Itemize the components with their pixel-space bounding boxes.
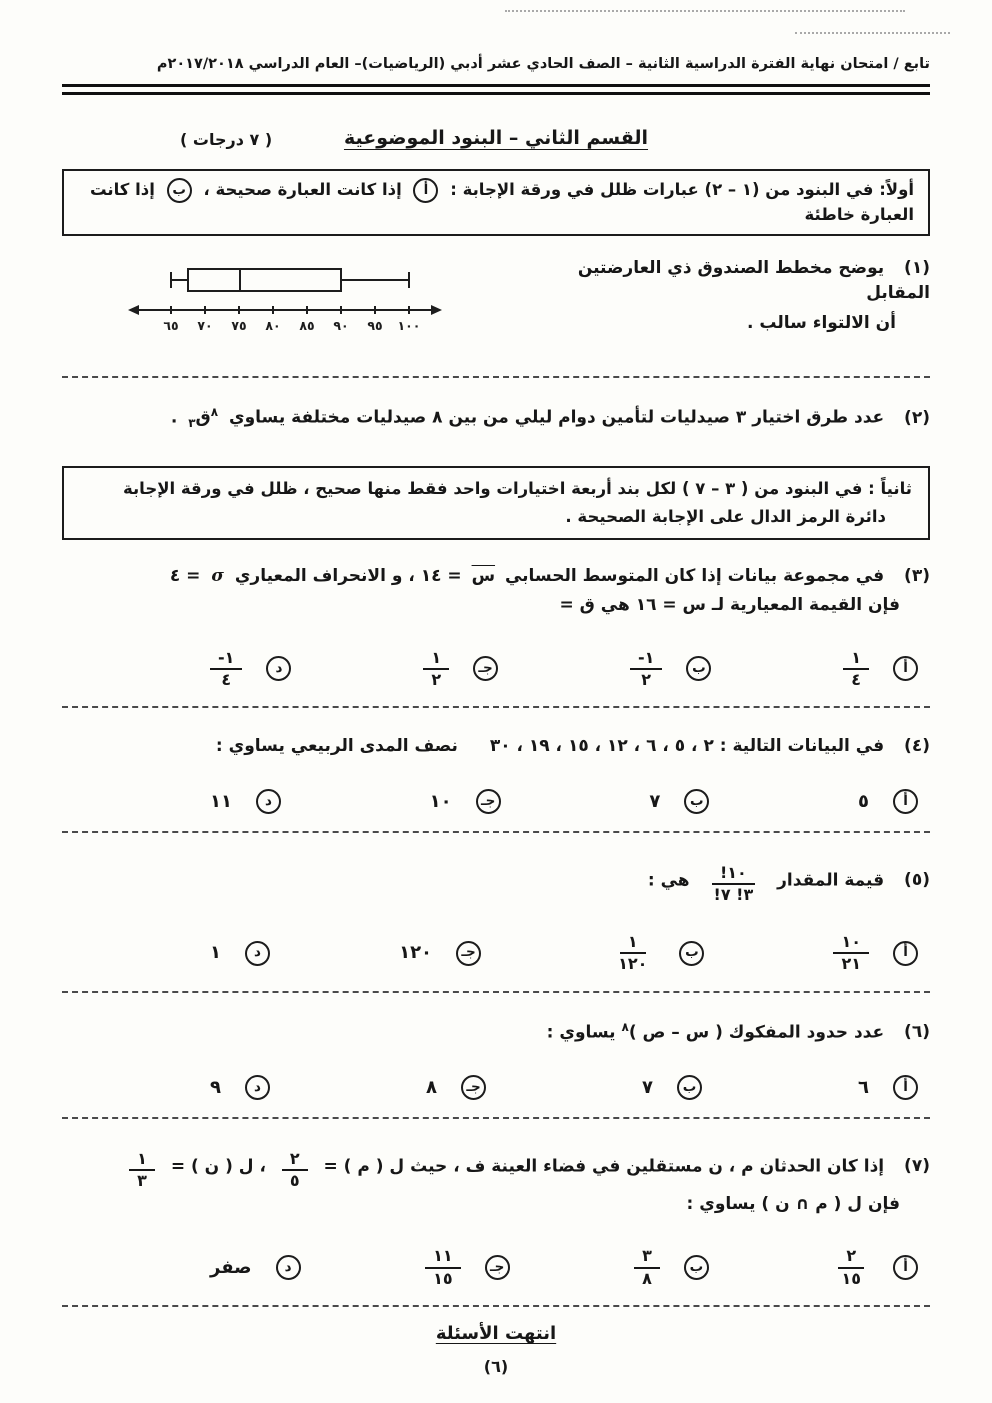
probability-fraction-n: $\frac{١}{٣}$ <box>129 1149 155 1192</box>
permutation-lower-index: ٣ <box>188 415 196 430</box>
option-letter-circle: د <box>256 789 281 814</box>
question-7-line1 <box>62 1145 930 1191</box>
question-2-text: عدد طرق اختيار ٣ صيدليات لتأمين دوام ليلي من بين ٨ صيدليات مختلفة يساوي <box>229 407 885 428</box>
option-value: ١ <box>210 942 222 964</box>
end-of-questions-label: انتهت الأسئلة <box>435 1323 557 1345</box>
question-3-text-b: = ١٤ ، و الانحراف المعياري <box>234 566 462 587</box>
tick-label: ٧٠ <box>197 317 213 333</box>
header-divider <box>62 84 930 95</box>
section-title: القسم الثاني – البنود الموضوعية <box>343 127 649 150</box>
permutation-symbol: ق <box>195 407 211 428</box>
option-value-fraction: $\frac{١}{٢}$ <box>423 648 449 691</box>
question-5-text-a: قيمة المقدار <box>777 870 885 891</box>
option-letter-circle: ب <box>679 941 704 966</box>
question-5-text-b: هي : <box>647 870 690 891</box>
option-b <box>642 1075 708 1101</box>
option-value: صفر <box>210 1256 252 1278</box>
tick-label: ٩٥ <box>367 317 383 333</box>
question-1 <box>62 256 930 360</box>
question-2-period: . <box>170 407 178 428</box>
scan-noise-line <box>795 32 950 34</box>
option-letter-circle: جـ <box>461 1075 486 1100</box>
dashed-separator <box>62 831 930 833</box>
question-3-options <box>62 648 924 691</box>
question-3-line2: فإن القيمة المعيارية لـ س = ١٦ هي ق = <box>559 594 900 615</box>
question-5 <box>62 859 930 975</box>
option-letter-circle: أ <box>893 789 918 814</box>
question-6 <box>62 1019 930 1101</box>
probability-fraction-m: $\frac{٢}{٥}$ <box>282 1149 308 1192</box>
option-d <box>210 1255 307 1281</box>
option-value-fraction: $\frac{-١}{٢}$ <box>630 648 662 691</box>
choice-a-text: إذا كانت العبارة صحيحة ، <box>203 180 402 200</box>
question-6-number: (٦) <box>904 1022 930 1043</box>
question-6-text-b: يساوي : <box>546 1022 616 1043</box>
option-letter-circle: جـ <box>485 1255 510 1280</box>
axis-arrow-left <box>128 305 139 315</box>
section-title-row <box>62 125 930 157</box>
page-footer <box>62 1321 930 1378</box>
dashed-separator <box>62 376 930 378</box>
question-4-number: (٤) <box>904 736 930 757</box>
option-a <box>843 648 924 691</box>
question-3-text-c: = ٤ <box>169 566 201 587</box>
part1-instructions-text: أولاً: في البنود من (١ – ٢) عبارات ظلل في ورقة الإجابة : <box>450 180 914 200</box>
question-1-line1: يوضح مخطط الصندوق ذي العارضتين المقابل <box>577 257 930 303</box>
box-rect <box>188 269 341 291</box>
permutation-upper-index: ٨ <box>210 404 219 419</box>
question-4-line1 <box>62 734 930 759</box>
permutation-expression <box>188 404 218 432</box>
question-7 <box>62 1145 930 1289</box>
option-value: ٥ <box>858 790 869 812</box>
part2-instructions-box <box>62 466 930 540</box>
question-5-options <box>62 932 924 975</box>
axis-arrow-right <box>431 305 442 315</box>
tick-label: ٦٥ <box>163 317 179 333</box>
question-5-number: (٥) <box>904 870 930 891</box>
option-letter-circle: ب <box>684 1255 709 1280</box>
option-a <box>833 1246 924 1289</box>
option-b <box>649 789 715 815</box>
option-value: ١٠ <box>429 790 452 812</box>
option-letter-circle: جـ <box>476 789 501 814</box>
marks-label: ( ٧ درجات ) <box>180 130 273 150</box>
option-value: ٧ <box>649 790 661 812</box>
question-7-number: (٧) <box>904 1156 930 1177</box>
option-value: ٦ <box>858 1076 869 1098</box>
part2-instructions-line1: ثانياً : في البنود من ( ٣ – ٧ ) لكل بند أربعة اختيارات واحد فقط منها صحيح ، ظلل في ورقة الإجابة <box>122 479 912 499</box>
option-value: ٧ <box>642 1076 653 1098</box>
option-letter-circle: ب <box>684 789 709 814</box>
option-letter-circle: أ <box>893 656 918 681</box>
option-letter-circle: أ <box>893 1255 918 1280</box>
question-6-line1 <box>62 1019 930 1045</box>
option-c <box>423 648 504 691</box>
question-7-options <box>62 1246 924 1289</box>
exam-header: تابع / امتحان نهاية الفترة الدراسية الثانية – الصف الحادي عشر أدبي (الرياضيات)– العام الدراسي ٢٠١٧/٢٠١٨م <box>156 56 930 72</box>
tick-label: ٩٠ <box>333 317 349 333</box>
option-value-fraction: $\frac{١}{٤}$ <box>843 648 869 691</box>
question-7-line2: فإن ل ( م ∩ ن ) يساوي : <box>686 1193 900 1214</box>
question-2 <box>62 404 930 432</box>
option-letter-circle: د <box>266 656 291 681</box>
choice-b-circle: ب <box>167 178 192 203</box>
option-c <box>399 940 487 966</box>
option-letter-circle: ب <box>686 656 711 681</box>
option-value-fraction: $\frac{١٠}{٢١}$ <box>833 932 869 975</box>
option-value-fraction: $\frac{-١}{٤}$ <box>210 648 242 691</box>
option-value: ٩ <box>210 1076 221 1098</box>
option-b <box>630 648 717 691</box>
mean-symbol: س <box>471 566 496 587</box>
question-6-options <box>62 1075 924 1101</box>
question-4-options <box>62 789 924 815</box>
axis-tick-labels <box>163 318 420 333</box>
boxplot-figure <box>126 252 444 336</box>
part1-instructions-box <box>62 169 930 236</box>
option-value-fraction: $\frac{٣}{٨}$ <box>634 1246 660 1289</box>
question-3-line1 <box>62 564 930 589</box>
question-4 <box>62 734 930 815</box>
option-a <box>858 789 924 815</box>
tick-label: ٧٥ <box>231 317 247 333</box>
option-value-fraction: $\frac{٢}{١٥}$ <box>833 1246 869 1289</box>
choice-b-text: إذا كانت العبارة خاطئة <box>89 180 914 225</box>
option-letter-circle: د <box>245 941 270 966</box>
option-value: ١١ <box>210 790 232 812</box>
option-letter-circle: جـ <box>473 656 498 681</box>
dashed-separator <box>62 1117 930 1119</box>
page-number: (٦) <box>483 1357 509 1377</box>
option-letter-circle: ب <box>677 1075 702 1100</box>
option-a <box>833 932 924 975</box>
dashed-separator <box>62 1305 930 1307</box>
part2-instructions-line2: دائرة الرمز الدال على الإجابة الصحيحة . <box>565 507 886 527</box>
question-1-number: (١) <box>904 257 930 278</box>
dashed-separator <box>62 991 930 993</box>
question-7-text-b: ، ل ( ن ) = <box>170 1156 266 1177</box>
scan-noise-line <box>505 10 905 12</box>
option-d <box>210 1075 276 1101</box>
tick-label: ١٠٠ <box>397 317 421 333</box>
choice-a-circle: أ <box>413 178 438 203</box>
option-value: ٨ <box>426 1076 437 1098</box>
question-7-text-a: إذا كان الحدثان م ، ن مستقلين في فضاء العينة ف ، حيث ل ( م ) = <box>323 1156 885 1177</box>
question-1-text <box>510 256 930 336</box>
tick-label: ٨٠ <box>265 317 281 333</box>
option-value: ١٢٠ <box>399 942 433 964</box>
dashed-separator <box>62 706 930 708</box>
option-d <box>210 789 287 815</box>
question-4-text-b: نصف المدى الربيعي يساوي : <box>215 736 458 757</box>
option-letter-circle: أ <box>893 941 918 966</box>
question-3-number: (٣) <box>904 566 930 587</box>
binomial-power: ٨ <box>621 1019 629 1034</box>
factorial-fraction: $\frac{١٠!}{٣! ٧!}$ <box>713 863 754 905</box>
question-5-line1 <box>62 859 930 905</box>
question-3 <box>62 564 930 690</box>
question-2-number: (٢) <box>904 407 930 428</box>
question-4-text-a: في البيانات التالية : ٢ ، ٥ ، ٦ ، ١٢ ، ١٥ ، ١٩ ، ٣٠ <box>489 736 885 757</box>
option-letter-circle: جـ <box>456 941 481 966</box>
option-b <box>610 932 710 975</box>
option-d <box>210 648 297 691</box>
option-c <box>425 1246 516 1289</box>
tick-label: ٨٥ <box>299 317 315 333</box>
option-value-fraction: $\frac{١}{١٢٠}$ <box>618 931 648 974</box>
option-letter-circle: د <box>276 1255 301 1280</box>
option-d <box>210 940 276 966</box>
question-1-line2: أن الالتواء سالب . <box>746 313 896 334</box>
option-c <box>426 1075 492 1101</box>
question-6-text-a: عدد حدود المفكوك ( س – ص ) <box>628 1022 885 1043</box>
sigma-symbol: σ <box>211 566 224 587</box>
option-value-fraction: $\frac{١١}{١٥}$ <box>425 1246 461 1289</box>
option-c <box>430 789 507 815</box>
option-letter-circle: أ <box>893 1075 918 1100</box>
option-b <box>634 1246 715 1289</box>
option-letter-circle: د <box>245 1075 270 1100</box>
question-3-text-a: في مجموعة بيانات إذا كان المتوسط الحسابي <box>504 566 885 587</box>
option-a <box>858 1075 924 1101</box>
